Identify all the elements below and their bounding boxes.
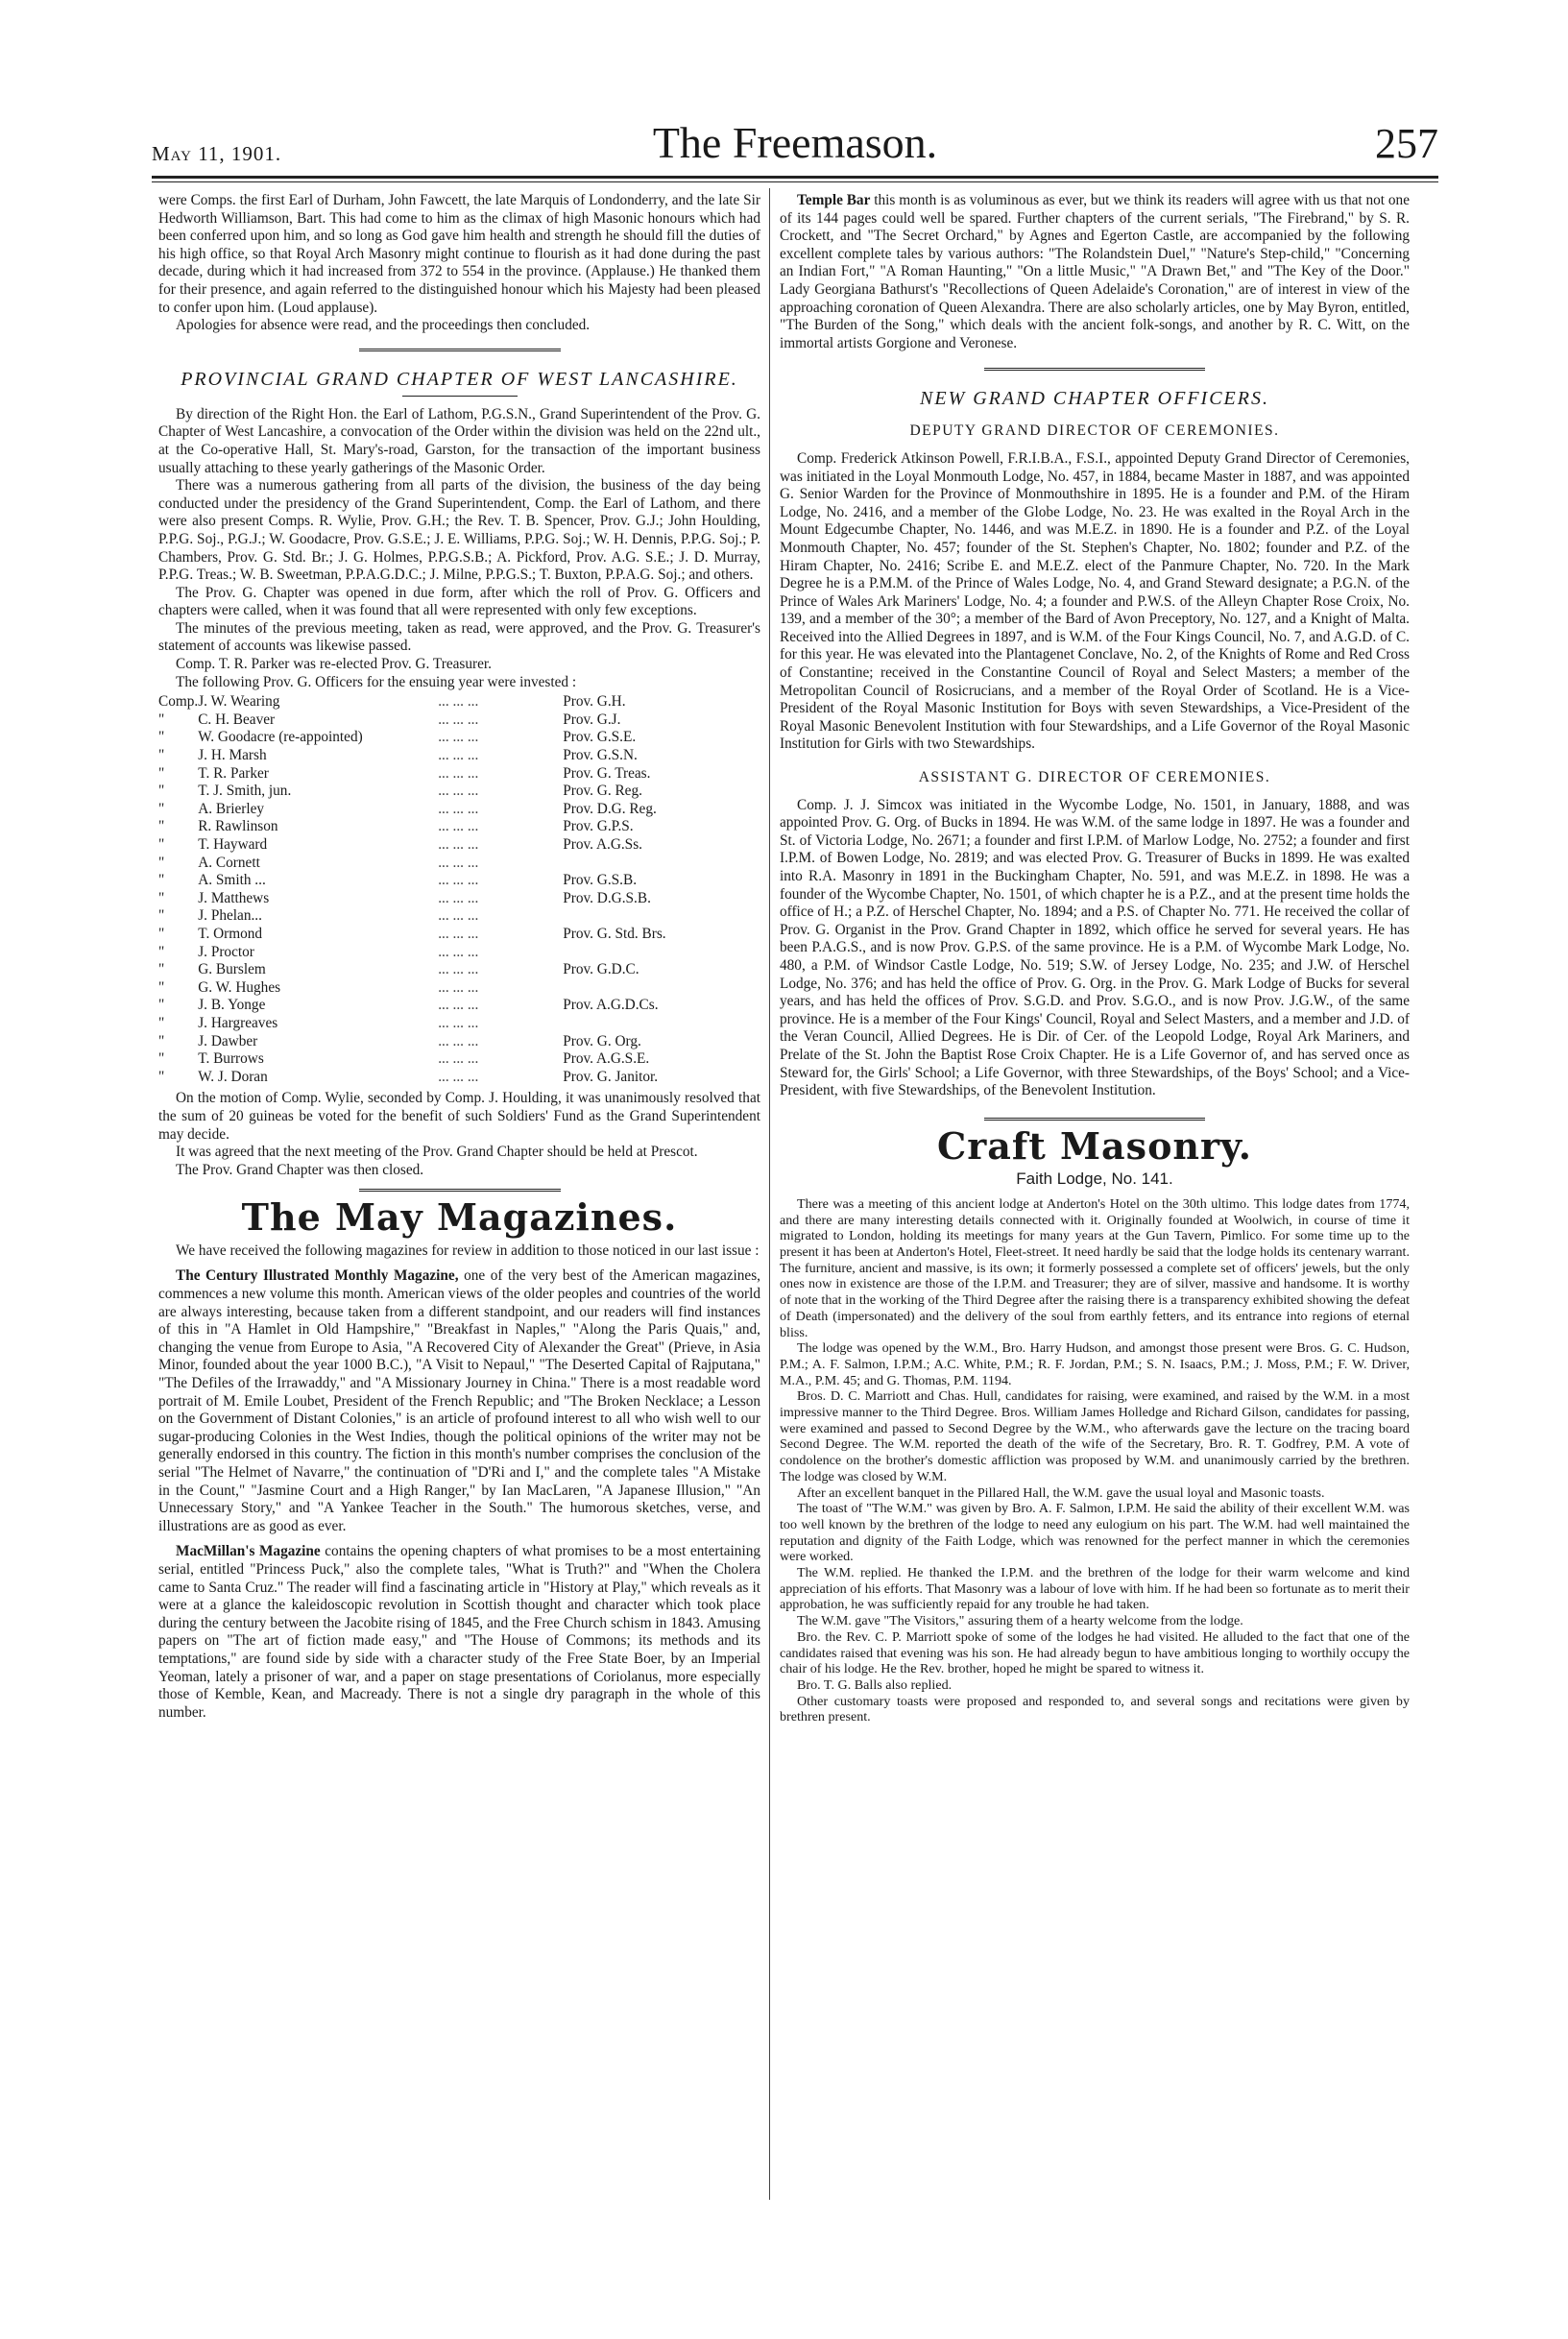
officer-office: Prov. D.G. Reg.: [563, 800, 657, 817]
officer-office: Prov. G.S.E.: [563, 729, 637, 746]
officer-office: Prov. G.S.B.: [563, 872, 638, 889]
craft-report: [780, 1196, 1410, 1725]
deputy-director-text: Comp. Frederick Atkinson Powell, F.R.I.B.A., F.S.I., appointed Deputy Grand Director of Ceremonies, was initiated in the Loyal Monmouth Lodge, No. 457, in 1884, became Master in 1887, and was appointed G. Senior Warden for the Province of Monmouthshire in 1895. He is a founder and P.M. of the Hiram Lodge, No. 2416, and a member of the Globe Lodge, No. 23. He was exalted in the Royal Arch in the Mount Edgecumbe Chapter, No. 1446, and was M.E.Z. in 1890. He is a founder and P.Z. of the Loyal Monmouth Chapter, No. 457; founder of the St. Stephen's Chapter, No. 1802; founder and P.Z. of the Hiram Chapter, No. 2416; Scribe E. and M.E.Z. elect of the Panmure Chapter, No. 720. In the Mark Degree he is a P.M.M. of the Prince of Wales Lodge, No. 4, and Grand Steward designate; a P.G.N. of the Prince of Wales Ark Mariners' Lodge, No. 4; a founder and P.W.S. of the Alleyn Chapter Rose Croix, No. 139, and a member of the 30°; a member of the Bard of Avon Preceptory, No. 127, and a Knight of Malta. Received into the Allied Degrees in 1897, and is W.M. of the Four Kings Council, No. 7, and A.G.D. of C. for this year. He was elevated into the Plantagenet Conclave, No. 2, of the Knights of Rome and Red Cross of Constantine; received in the Constantine Council of Royal and Select Masters; a member of the Metropolitan Council of Rosicrucians, and a member of the Royal Order of Scotland. He is a Vice-President of the Royal Masonic Institution for Boys with seven Stewardships, a Vice-President of the Royal Masonic Benevolent Institution with four Stewardships, and a Life Governor of the Royal Masonic Institution for Girls with two Stewardships.: [780, 449, 1410, 753]
officer-office: Prov. G.D.C.: [563, 961, 639, 978]
craft-paragraph: The W.M. gave "The Visitors," assuring them of a hearty welcome from the lodge.: [797, 1613, 1243, 1629]
leader-dots: ... ... ...: [438, 836, 479, 853]
leader-dots: ... ... ...: [438, 997, 479, 1014]
officer-name: T. Ormond: [198, 925, 263, 942]
magazine-title: Temple Bar: [797, 192, 871, 208]
leader-dots: ... ... ...: [438, 925, 479, 942]
leader-dots: ... ... ...: [438, 889, 479, 906]
leader-dots: ... ... ...: [438, 1050, 479, 1068]
magazine-review-text: this month is as voluminous as ever, but we think its readers will agree with us that not one of its 144 pages could well be spared. Further chapters of the current serials, "The Firebrand," by S. R. Crockett, and "The Secret Orchard," by Agnes and Egerton Castle, are accompanied by the following excellent complete tales by various authors: "The Rolandstein Duel," "Nature's Step-child," "Concerning an Indian Fort," "A Roman Haunting," "On a little Music," "A Drawn Bet," and "The Key of the Door." Lady Georgiana Bathurst's "Recollections of Queen Adelaide's Coronation," are of interest in view of the approaching coronation of Queen Alexandra. There are also scholarly articles, one by May Byron, entitled, "The Burden of the Song," which deals with the ancient folk-songs, and another by R. C. Witt, on the immortal artists Gorgione and Veronese.: [780, 192, 1410, 351]
officer-office: Prov. G.H.: [563, 693, 626, 711]
craft-paragraph: After an excellent banquet in the Pillared Hall, the W.M. gave the usual loyal and Masonic toasts.: [797, 1484, 1325, 1501]
officer-row: [158, 836, 760, 855]
officer-prefix: ": [158, 836, 165, 853]
officer-name: C. H. Beaver: [198, 711, 276, 728]
leader-dots: ... ... ...: [438, 729, 479, 746]
leader-dots: ... ... ...: [438, 1068, 479, 1085]
provincial-paragraph: By direction of the Right Hon. the Earl of Lathom, P.G.S.N., Grand Superintendent of the Prov. G. Chapter of West Lancashire, a convocation of the Order within the division was held on the 22nd ult., at the Co-operative Hall, St. Mary's-road, Garston, for the transaction of the important business usually attaching to these yearly gatherings of the Masonic Order.: [158, 405, 760, 476]
leader-dots: ... ... ...: [438, 854, 479, 871]
officer-office: Prov. D.G.S.B.: [563, 889, 651, 906]
officer-name: A. Brierley: [198, 800, 265, 817]
macmillan-review: [158, 1543, 760, 1722]
officer-row: [158, 1050, 760, 1069]
leader-dots: ... ... ...: [438, 907, 479, 925]
apologies-paragraph: Apologies for absence were read, and the proceedings then concluded.: [176, 317, 591, 334]
magazines-heading: The May Magazines.: [241, 1195, 678, 1240]
header-rule: [152, 176, 1438, 179]
magazine-review-text: one of the very best of the American magazines, commences a new volume this month. American views of the older peoples and countries of the world are always interesting, because taken from a different standpoint, and our readers will find instances of this in "A Hamlet in Old Hampshire," "Breakfast in Naples," "Along the Paris Quais," and, changing the venue from Europe to Asia, "A Recovered City of Alexander the Great" (Prieve, in Asia Minor, founded about the year 1000 B.C.), "A Visit to Nepaul," "The Deserted Capital of Rajputana," "The Defiles of the Irrawaddy," and "A Missionary Journey in China." There is a most readable word portrait of M. Emile Loubet, President of the French Republic; and "The Broken Necklace; a Lesson on the Government of Distant Colonies," is an article of profound interest to all who wish well to our sugar-producing Colonies in the West Indies, though the political opinions of the writer may not be generally endorsed in this country. The fiction in this month's number comprises the conclusion of the serial "The Helmet of Navarre," the continuation of "D'Ri and I," and the complete tales "A Mistake in the Count," "Jasmine Court and a High Ranger," by Ian MacLaren, "A Japanese Illusion," "An Unnecessary Story," and "A Yankee Teacher in the South." The humorous sketches, verse, and illustrations are as good as ever.: [158, 1267, 760, 1534]
officer-prefix: ": [158, 1014, 165, 1031]
officer-name: G. W. Hughes: [198, 978, 281, 996]
officer-row: [158, 997, 760, 1015]
officer-name: T. Hayward: [198, 836, 268, 853]
officer-row: [158, 747, 760, 765]
craft-paragraph: Bros. D. C. Marriott and Chas. Hull, candidates for raising, were examined, and raised by the W.M. in a most impressive manner to the Third Degree. Bros. William James Holledge and Richard Gilson, candidates for passing, were examined and passed to Second Degree by the W.M., who afterwards gave the lecture on the tracing board Second Degree. The W.M. reported the death of the wife of the Secretary, Bro. R. T. Godfrey, P.M. A vote of condolence on the brother's domestic affliction was proposed by W.M. and unanimously carried by the brethren. The lodge was closed by W.M.: [780, 1388, 1410, 1484]
officer-prefix: ": [158, 854, 165, 871]
officer-office: Prov. G. Org.: [563, 1032, 641, 1049]
craft-paragraph: The lodge was opened by the W.M., Bro. Harry Hudson, and amongst those present were Bros. G. C. Hudson, P.M.; A. F. Salmon, I.P.M.; A.C. White, P.M.; R. F. Jordan, P.M.; S. N. Isaacs, P.M.; J. Moss, P.M.; F. W. Driver, M.A., P.M. 45; and G. Thomas, P.M. 1194.: [780, 1340, 1410, 1388]
officer-row: [158, 1069, 760, 1087]
officer-prefix: ": [158, 1068, 165, 1085]
officer-office: Prov. A.G.D.Cs.: [563, 997, 659, 1014]
provincial-paragraph: Comp. T. R. Parker was re-elected Prov. G. Treasurer.: [176, 656, 492, 673]
officer-prefix: ": [158, 1032, 165, 1049]
officer-office: Prov. G.P.S.: [563, 818, 634, 835]
provincial-paragraph: There was a numerous gathering from all parts of the division, the business of the day being conducted under the presidency of the Grand Superintendent, Comp. the Earl of Lathom, and there were also present Comps. R. Wylie, Prov. G.H.; the Rev. T. B. Spencer, Prov. G.J.; John Houlding, P.P.G. Soj., P.G.J.; W. Goodacre, Prov. G.S.E.; J. E. Williams, P.P.G. Soj.; W. H. Dennis, P.P.G. Soj.; P. Chambers, Prov. G. Std. Br.; J. G. Holmes, P.P.G.S.B.; A. Pickford, Prov. A.G. S.E.; J. D. Murray, P.P.G. Treas.; W. B. Sweetman, P.P.A.G.D.C.; J. Milne, P.P.G.S.; T. Buxton, P.P.A.G. Soj.; and others.: [158, 477, 760, 584]
officer-prefix: ": [158, 997, 165, 1014]
officer-prefix: ": [158, 800, 165, 817]
officer-prefix: ": [158, 764, 165, 782]
page-number: 257: [1375, 120, 1438, 167]
officer-name: J. Matthews: [198, 889, 270, 906]
officer-prefix: ": [158, 978, 165, 996]
officer-name: J. Proctor: [198, 943, 254, 960]
officer-prefix: ": [158, 729, 165, 746]
officer-name: W. J. Doran: [198, 1068, 268, 1085]
officer-name: J. Dawber: [198, 1032, 258, 1049]
deputy-director-heading: DEPUTY GRAND DIRECTOR OF CEREMONIES.: [909, 422, 1280, 440]
provincial-paragraph: The Prov. Grand Chapter was then closed.: [176, 1161, 424, 1178]
officer-prefix: Comp.: [158, 693, 199, 711]
craft-paragraph: Bro. T. G. Balls also replied.: [797, 1677, 953, 1693]
officer-row: [158, 944, 760, 962]
leader-dots: ... ... ...: [438, 872, 479, 889]
officer-office: [563, 944, 760, 962]
officer-row: [158, 711, 760, 730]
leader-dots: ... ... ...: [438, 818, 479, 835]
magazine-title: MacMillan's Magazine: [176, 1543, 321, 1560]
officer-name: J. W. Wearing: [198, 693, 280, 711]
section-rule: [359, 349, 561, 351]
page-header: [152, 113, 1438, 175]
officer-row: [158, 872, 760, 890]
officer-prefix: ": [158, 1050, 165, 1068]
new-officers-heading: NEW GRAND CHAPTER OFFICERS.: [920, 388, 1269, 410]
heading-underline: [402, 396, 518, 397]
provincial-paragraph: On the motion of Comp. Wylie, seconded by Comp. J. Houlding, it was unanimously resolved that the sum of 20 guineas be voted for the benefit of such Soldiers' Fund as the Grand Superintendent may decide.: [158, 1090, 760, 1143]
officer-name: T. J. Smith, jun.: [198, 783, 292, 800]
provincial-paragraph: The minutes of the previous meeting, taken as read, were approved, and the Prov. G. Treasurer's statement of accounts was likewise passed.: [158, 619, 760, 655]
magazines-intro: We have received the following magazines for review in addition to those noticed in our last issue :: [176, 1242, 760, 1259]
officer-row: [158, 1033, 760, 1051]
officer-office: [563, 1015, 760, 1033]
officer-row: [158, 765, 760, 784]
craft-masonry-heading: Craft Masonry.: [936, 1123, 1253, 1168]
column-divider: [769, 188, 770, 2200]
assistant-director-heading: ASSISTANT G. DIRECTOR OF CEREMONIES.: [918, 769, 1271, 786]
provincial-paragraph: The Prov. G. Chapter was opened in due form, after which the roll of Prov. G. Officers and chapters were called, when it was found that all were represented with only few exceptions.: [158, 584, 760, 619]
section-rule: [984, 1118, 1205, 1121]
section-rule: [984, 368, 1205, 371]
officers-table: [158, 693, 760, 1086]
leader-dots: ... ... ...: [438, 943, 479, 960]
officer-office: [563, 855, 760, 873]
officer-name: J. Phelan...: [198, 907, 262, 925]
right-column: [780, 192, 1410, 1725]
officer-row: [158, 818, 760, 836]
officer-prefix: ": [158, 783, 165, 800]
leader-dots: ... ... ...: [438, 693, 479, 711]
officer-row: [158, 783, 760, 801]
issue-date: May 11, 1901.: [152, 142, 282, 165]
provincial-paragraph: The following Prov. G. Officers for the ensuing year were invested :: [176, 673, 577, 690]
craft-paragraph: Other customary toasts were proposed and responded to, and several songs and recitations were given by brethren present.: [780, 1693, 1410, 1725]
officer-prefix: ": [158, 961, 165, 978]
officer-name: A. Smith ...: [198, 872, 266, 889]
assistant-director-text: Comp. J. J. Simcox was initiated in the Wycombe Lodge, No. 1501, in January, 1888, and was appointed Prov. G. Org. of Bucks in 1894. He was W.M. of the same lodge in 1897. He was a founder and St. of Victoria Lodge, No. 2671; a founder and first I.P.M. of Marlow Lodge, No. 2752; a founder and first I.P.M. of Bowen Lodge, No. 2819; and was elected Prov. G. Treasurer of Bucks in 1899. He was exalted into R.A. Masonry in 1891 in the Buckingham Chapter, No. 591, and was M.E.Z. in 1898. He was a founder of the Wycombe Chapter, No. 1501, of which chapter he is a P.Z., and at the present time holds the office of H.; a P.Z. of Herschel Chapter, No. 1894; and a P.S. of Chapter No. 771. He received the collar of Prov. G. Organist in the Prov. Grand Chapter in 1892, which office he served for several years. He has been P.A.G.S., and is now Prov. G.P.S. of the same province. He is a P.M. of Wycombe Mark Lodge, No. 480, a P.M. of Windsor Castle Lodge, No. 519; S.W. of Jersey Lodge, No. 235; and J.W. of Herschel Lodge, No. 376; and has held the office of Prov. G. Org. in the Prov. G. Mark Lodge of Bucks for several years, and has held the offices of Prov. S.G.D. and Prov. S.G.O., and is now Prov. J.G.W., of the same province. He is a member of the Four Kings' Council, Royal and Select Masters, and a member and J.D. of the Veran Council, Allied Degrees. He is Dir. of Cer. of the Leopold Lodge, Royal Ark Mariners, and Prelate of the St. John the Baptist Rose Croix Chapter. He is a Life Governor of, and has served once as Steward for, the Girls' School; a Life Governor, with three Stewardships, of the Boys' School; and a Vice-President, with five Stewardships, of the Benevolent Institution.: [780, 796, 1410, 1099]
officer-row: [158, 1015, 760, 1033]
magazine-review-text: contains the opening chapters of what promises to be a most entertaining serial, entitled "Princess Puck," also the complete tales, "What is Truth?" and "When the Cholera came to Santa Cruz." The reader will find a fascinating article in "History at Play," which reveals as it were at a glance the kaleidoscopic revolution in Scottish thought and character which took place during the century between the Jacobite rising of 1845, and the Free Church schism in 1843. Amusing papers on "The art of fiction made easy," and "The House of Commons; its methods and its temptations," are found side by side with a character study of the Free State Boer, by an Imperial Yeoman, lately a prisoner of war, and a paper on stage presentations of Coriolanus, more especially those of Kemble, Kean, and Macready. There is not a single dry paragraph in the whole of this number.: [158, 1543, 760, 1721]
leader-dots: ... ... ...: [438, 747, 479, 764]
officer-office: Prov. A.G.S.E.: [563, 1050, 650, 1068]
officer-row: [158, 693, 760, 711]
officer-row: [158, 890, 760, 908]
masthead-title: The Freemason.: [652, 118, 938, 167]
officer-prefix: ": [158, 889, 165, 906]
officer-prefix: ": [158, 747, 165, 764]
officer-name: A. Cornett: [198, 854, 260, 871]
officer-office: Prov. G. Janitor.: [563, 1068, 659, 1085]
left-column: [158, 192, 760, 1722]
officer-office: Prov. G. Treas.: [563, 764, 651, 782]
opening-paragraph: were Comps. the first Earl of Durham, John Fawcett, the late Marquis of Londonderry, and the late Sir Hedworth Williamson, Bart. This had come to him as the climax of high Masonic honours which had been conferred upon him, and so long as God gave him health and strength he should fill the duties of his high office, so that Royal Arch Masonry might continue to flourish as it had done during the past decade, during which it had increased from 372 to 554 in the province. (Applause.) He thanked them for their presence, and again referred to the distinguished honour which his Majesty had been pleased to confer upon him. (Loud applause).: [158, 192, 760, 316]
leader-dots: ... ... ...: [438, 961, 479, 978]
officer-row: [158, 801, 760, 819]
officer-row: [158, 961, 760, 979]
officer-row: [158, 907, 760, 926]
leader-dots: ... ... ...: [438, 711, 479, 728]
craft-paragraph: There was a meeting of this ancient lodge at Anderton's Hotel on the 30th ultimo. This lodge dates from 1774, and there are many interesting details connected with it. Originally founded at Woolwich, in course of time it migrated to London, holding its meetings for many years at the Gun Tavern, Pimlico. For some time up to the present it has been at Anderton's Hotel, Fleet-street. It need hardly be said that the lodge holds its centenary warrant. The furniture, ancient and massive, is its own; it formerly possessed a complete set of officers' jewels, but the only ones now in existence are those of the I.P.M. and Treasurer; they are of silver, massive and handsome. It is worthy of note that in the working of the Third Degree after the raising there is a transparency exhibited showing the defeat of Death (impersonated) and the delivery of the soul from earthly fetters, and its entrance into regions of eternal bliss.: [780, 1195, 1410, 1340]
officer-office: Prov. G.J.: [563, 711, 621, 728]
leader-dots: ... ... ...: [438, 1032, 479, 1049]
craft-paragraph: The toast of "The W.M." was given by Bro. A. F. Salmon, I.P.M. He said the ability of their excellent W.M. was too well known by the brethren of the lodge to need any eulogium on his part. The W.M. had well maintained the reputation and dignity of the Faith Lodge, which was renowned for the perfect manner in which the ceremonies were worked.: [780, 1501, 1410, 1565]
officer-name: R. Rawlinson: [198, 818, 278, 835]
leader-dots: ... ... ...: [438, 783, 479, 800]
officer-row: [158, 926, 760, 944]
century-review: [158, 1267, 760, 1535]
officer-prefix: ": [158, 907, 165, 925]
officer-name: T. R. Parker: [198, 764, 269, 782]
header-rule-thin: [152, 181, 1438, 182]
officer-prefix: ": [158, 711, 165, 728]
officer-name: J. H. Marsh: [198, 747, 267, 764]
officer-name: W. Goodacre (re-appointed): [198, 729, 363, 746]
leader-dots: ... ... ...: [438, 1014, 479, 1031]
officer-name: J. Hargreaves: [198, 1014, 278, 1031]
leader-dots: ... ... ...: [438, 764, 479, 782]
officer-prefix: ": [158, 943, 165, 960]
officer-office: Prov. A.G.Ss.: [563, 836, 642, 853]
provincial-paragraph: It was agreed that the next meeting of the Prov. Grand Chapter should be held at Prescot.: [176, 1144, 698, 1161]
craft-paragraph: The W.M. replied. He thanked the I.P.M. and the brethren of the lodge for their warm welcome and kind appreciation of his efforts. That Masonry was a labour of love with him. If he had been so fortunate as to merit their approbation, he was sufficiently repaid for any trouble he had taken.: [780, 1565, 1410, 1613]
officer-name: T. Burrows: [198, 1050, 264, 1068]
officer-office: [563, 979, 760, 998]
officer-office: Prov. G.S.N.: [563, 747, 638, 764]
lodge-heading: Faith Lodge, No. 141.: [1016, 1170, 1173, 1189]
officer-name: G. Burslem: [198, 961, 266, 978]
officer-row: [158, 855, 760, 873]
officer-row: [158, 979, 760, 998]
provincial-chapter-heading: PROVINCIAL GRAND CHAPTER OF WEST LANCASHIRE.: [181, 368, 738, 390]
magazine-title: The Century Illustrated Monthly Magazine,: [176, 1267, 459, 1285]
officer-office: Prov. G. Reg.: [563, 783, 642, 800]
section-rule: [359, 1189, 561, 1192]
officer-office: [563, 907, 760, 926]
craft-paragraph: Bro. the Rev. C. P. Marriott spoke of some of the lodges he had visited. He alluded to the fact that one of the candidates raised that evening was his son. He had already begun to have ambitious longing to worthily occupy the chair of his lodge. He the Rev. brother, hoped he might be spared to witness it.: [780, 1628, 1410, 1677]
officer-name: J. B. Yonge: [198, 997, 266, 1014]
officer-row: [158, 729, 760, 747]
officer-office: Prov. G. Std. Brs.: [563, 925, 666, 942]
leader-dots: ... ... ...: [438, 800, 479, 817]
temple-bar-review: [780, 192, 1410, 352]
officer-prefix: ": [158, 872, 165, 889]
officer-prefix: ": [158, 925, 165, 942]
leader-dots: ... ... ...: [438, 978, 479, 996]
officer-prefix: ": [158, 818, 165, 835]
